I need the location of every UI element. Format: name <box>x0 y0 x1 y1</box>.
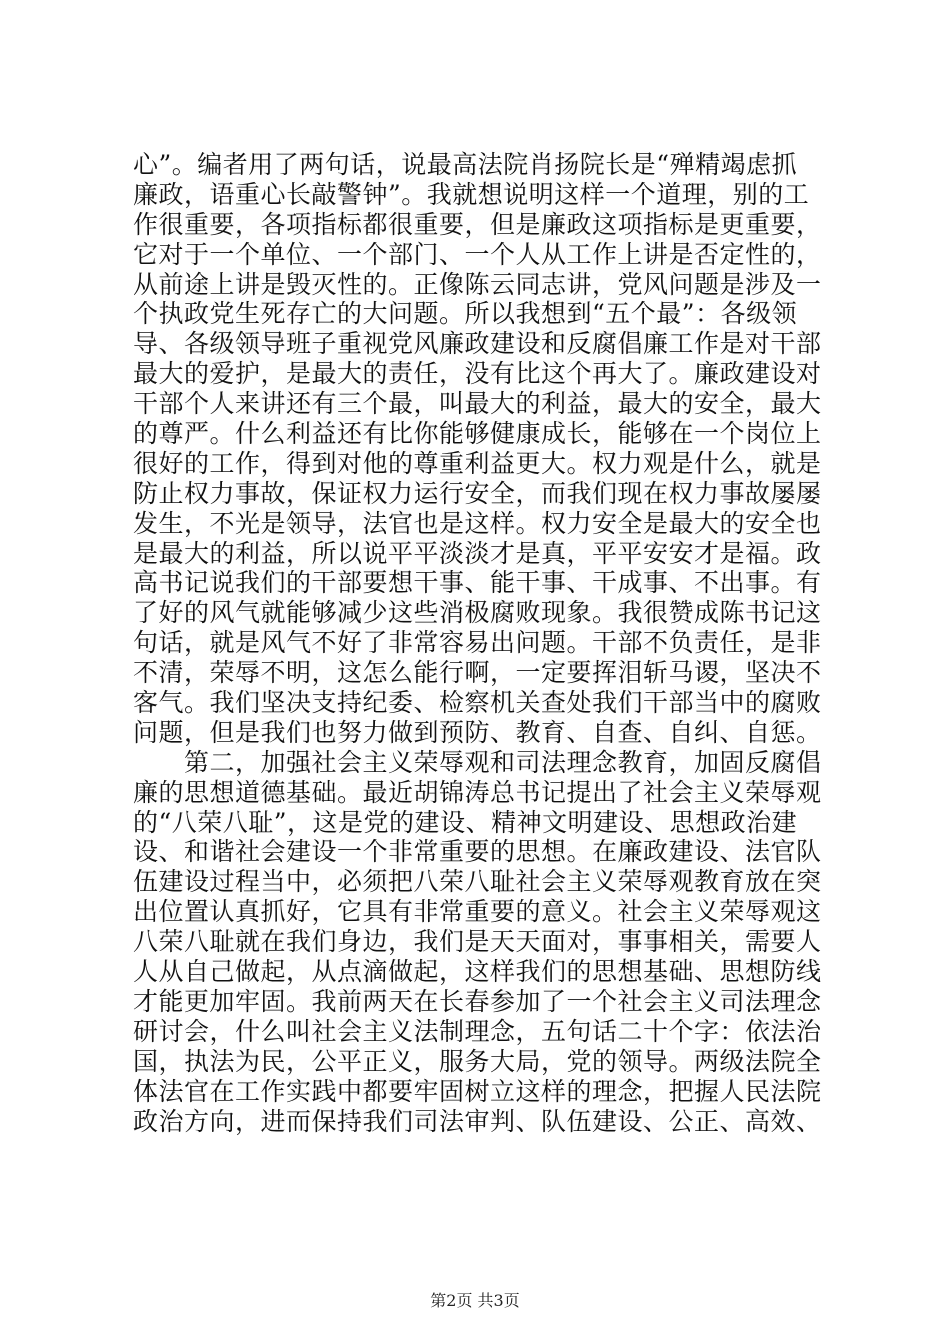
text-line: 研讨会，什么叫社会主义法制理念，五句话二十个字：依法治 <box>133 1016 822 1046</box>
text-line: 伍建设过程当中，必须把八荣八耻社会主义荣辱观教育放在突 <box>133 867 822 897</box>
text-line: 高书记说我们的干部要想干事、能干事、干成事、不出事。有 <box>133 568 822 598</box>
text-line: 的“八荣八耻”，这是党的建设、精神文明建设、思想政治建 <box>133 807 798 837</box>
text-line: 八荣八耻就在我们身边，我们是天天面对，事事相关，需要人 <box>133 927 822 957</box>
text-line: 很好的工作，得到对他的尊重利益更大。权力观是什么，就是 <box>133 448 822 478</box>
text-line: 不清，荣辱不明，这怎么能行啊，一定要挥泪斩马谡，坚决不 <box>133 658 822 688</box>
text-line: 是最大的利益，所以说平平淡淡才是真，平平安安才是福。政 <box>133 538 822 568</box>
text-line: 廉政，语重心长敲警钟”。我就想说明这样一个道理，别的工 <box>133 179 810 209</box>
page-number-label: 第2页 共3页 <box>430 1291 520 1310</box>
text-line: 设、和谐社会建设一个非常重要的思想。在廉政建设、法官队 <box>133 837 822 867</box>
text-line: 问题，但是我们也努力做到预防、教育、自查、自纠、自惩。 <box>133 717 822 747</box>
text-line: 体法官在工作实践中都要牢固树立这样的理念，把握人民法院 <box>133 1076 822 1106</box>
text-line: 的尊严。什么利益还有比你能够健康成长，能够在一个岗位上 <box>133 419 822 449</box>
text-line: 从前途上讲是毁灭性的。正像陈云同志讲，党风问题是涉及一 <box>133 269 822 299</box>
text-line: 人从自己做起，从点滴做起，这样我们的思想基础、思想防线 <box>133 957 822 987</box>
text-line: 个执政党生死存亡的大问题。所以我想到“五个最”：各级领 <box>133 299 798 329</box>
text-line: 它对于一个单位、一个部门、一个人从工作上讲是否定性的， <box>133 239 822 269</box>
text-line: 防止权力事故，保证权力运行安全，而我们现在权力事故屡屡 <box>133 478 822 508</box>
body-text <box>133 150 833 1136</box>
text-line: 最大的爱护，是最大的责任，没有比这个再大了。廉政建设对 <box>133 359 822 389</box>
text-line: 了好的风气就能够减少这些消极腐败现象。我很赞成陈书记这 <box>133 598 822 628</box>
text-line: 出位置认真抓好，它具有非常重要的意义。社会主义荣辱观这 <box>133 897 822 927</box>
page-footer <box>0 1290 950 1312</box>
text-line: 干部个人来讲还有三个最，叫最大的利益，最大的安全，最大 <box>133 389 822 419</box>
text-line: 导、各级领导班子重视党风廉政建设和反腐倡廉工作是对干部 <box>133 329 822 359</box>
text-line: 客气。我们坚决支持纪委、检察机关查处我们干部当中的腐败 <box>133 688 822 718</box>
text-line: 心”。编者用了两句话，说最高法院肖扬院长是“殚精竭虑抓 <box>133 150 798 179</box>
text-line: 作很重要，各项指标都很重要，但是廉政这项指标是更重要， <box>133 209 822 239</box>
text-line: 句话，就是风气不好了非常容易出问题。干部不负责任，是非 <box>133 628 822 658</box>
text-line: 政治方向，进而保持我们司法审判、队伍建设、公正、高效、 <box>133 1106 822 1136</box>
text-line: 第二，加强社会主义荣辱观和司法理念教育，加固反腐倡 <box>133 747 822 777</box>
text-line: 发生，不光是领导，法官也是这样。权力安全是最大的安全也 <box>133 508 822 538</box>
text-line: 才能更加牢固。我前两天在长春参加了一个社会主义司法理念 <box>133 986 822 1016</box>
text-line: 廉的思想道德基础。最近胡锦涛总书记提出了社会主义荣辱观 <box>133 777 822 807</box>
text-line: 国，执法为民，公平正义，服务大局，党的领导。两级法院全 <box>133 1046 822 1076</box>
